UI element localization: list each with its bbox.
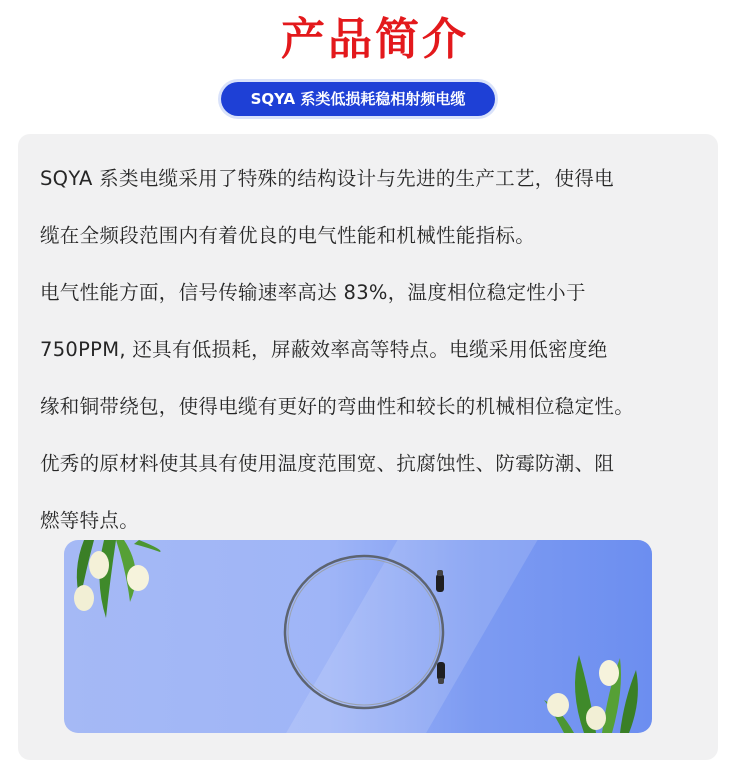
tulip-bottom-right-icon bbox=[544, 655, 638, 733]
rf-cable-icon bbox=[285, 556, 445, 708]
intro-line-6: 优秀的原材料使其具有使用温度范围宽、抗腐蚀性、防霉防潮、阻 bbox=[40, 452, 615, 475]
intro-text bbox=[40, 150, 720, 549]
intro-line-2: 缆在全频段范围内有着优良的电气性能和机械性能指标。 bbox=[40, 224, 536, 247]
product-photo bbox=[64, 540, 652, 733]
intro-line-4: 750PPM, 还具有低损耗，屏蔽效率高等特点。电缆采用低密度绝 bbox=[40, 338, 608, 361]
subtitle-badge: SQYA 系类低损耗稳相射频电缆 bbox=[221, 82, 495, 116]
tulip-top-left-icon bbox=[74, 540, 161, 618]
intro-line-7: 燃等特点。 bbox=[40, 509, 140, 532]
cable-illustration bbox=[64, 540, 652, 733]
page-title: 产品简介 bbox=[281, 14, 469, 65]
intro-line-5: 缘和铜带绕包，使得电缆有更好的弯曲性和较长的机械相位稳定性。 bbox=[40, 395, 635, 418]
intro-line-3: 电气性能方面，信号传输速率高达 83%，温度相位稳定性小于 bbox=[40, 281, 586, 304]
intro-line-1: SQYA 系类电缆采用了特殊的结构设计与先进的生产工艺，使得电 bbox=[40, 167, 614, 190]
